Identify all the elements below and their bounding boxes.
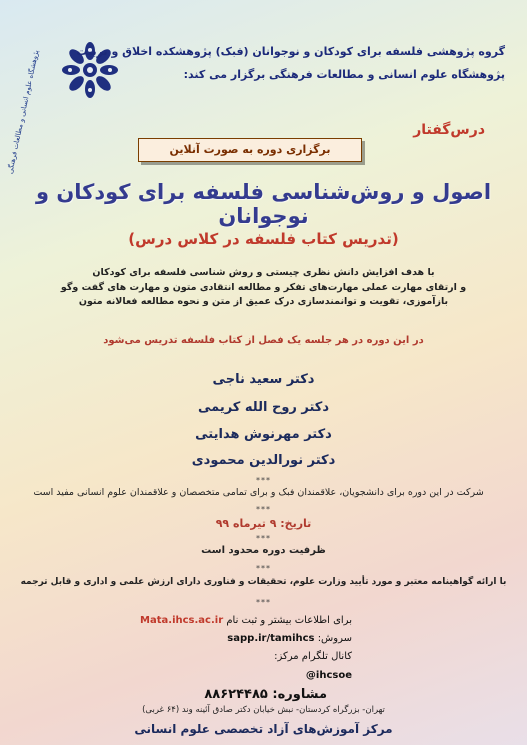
separator: *** [256, 598, 271, 607]
description-line: بازآموزی، تقویت و توانمندسازی درک عمیق از متن و نحوه مطالعه فعالانه متون [78, 296, 449, 307]
footer-center-name: مرکز آموزش‌های آزاد تخصصی علوم انسانی [134, 722, 393, 736]
course-date: تاریخ: ۹ تیرماه ۹۹ [215, 517, 312, 530]
telegram-link[interactable]: @ihcsoe [305, 670, 352, 681]
telegram-label: کانال تلگرام مرکز: [274, 651, 352, 662]
instructor-name: دکتر نورالدین محمودی [191, 453, 336, 468]
separator: *** [256, 476, 271, 485]
page-title: اصول و روش‌شناسی فلسفه برای کودکان و نوجوانان [35, 180, 492, 228]
consult-phone [204, 687, 327, 702]
description [60, 266, 467, 310]
instructor-name: دکتر سعید ناجی [212, 372, 315, 387]
separator: *** [256, 505, 271, 514]
lecture-label: درس‌گفتار [413, 122, 485, 138]
organizer-line-1: گروه پژوهشی فلسفه برای کودکان و نوجوانان (فبک) پژوهشکده اخلاق و تربیت [76, 45, 505, 58]
phone-number[interactable]: ۸۸۶۲۴۴۸۵ [204, 687, 268, 702]
soroush-label: سروش: [317, 633, 352, 644]
subtitle: (تدریس کتاب فلسفه در کلاس درس) [128, 230, 399, 248]
organizer-line-2: پژوهشگاه علوم انسانی و مطالعات فرهنگی برگزار می کند: [183, 68, 505, 81]
register-info [140, 615, 352, 626]
description-line: با هدف افزایش دانش نظری چیستی و روش شناسی فلسفه برای کودکان [92, 267, 435, 278]
soroush-link[interactable]: sapp.ir/tamihcs [227, 633, 315, 644]
certificate-text: با ارائه گواهینامه معتبر و مورد تأیید وزارت علوم، تحقیقات و فناوری دارای ارزش علمی و اداری و قابل ترجمه [20, 577, 507, 587]
telegram-handle [306, 670, 352, 681]
course-note: در این دوره در هر جلسه یک فصل از کتاب فلسفه تدریس می‌شود [103, 335, 424, 346]
soroush-info [227, 633, 352, 644]
address: تهران- بزرگراه کردستان- نبش خیابان دکتر صادق آئینه وند (۶۴ غربی) [142, 705, 385, 715]
instructor-name: دکتر روح الله کریمی [197, 400, 330, 415]
separator: *** [256, 534, 271, 543]
online-badge: برگزاری دوره به صورت آنلاین [138, 138, 362, 162]
register-link[interactable]: Mata.ihcs.ac.ir [140, 615, 224, 626]
description-line: و ارتقای مهارت عملی مهارت‌های تفکر و مطالعه انتقادی متون و مهارت های گفت وگو [60, 281, 467, 293]
audience-text: شرکت در این دوره برای دانشجویان، علاقمندان فبک و برای تمامی متخصصان و علاقمندان علوم انسانی مفید است [33, 487, 484, 498]
logo-caption: پژوهشگاه علوم انسانی و مطالعات فرهنگی [6, 49, 41, 175]
register-label: برای اطلاعات بیشتر و ثبت نام [226, 615, 352, 626]
capacity-notice: ظرفیت دوره محدود است [201, 545, 326, 556]
instructor-name: دکتر مهرنوش هدایتی [195, 427, 332, 442]
phone-label: مشاوره: [272, 687, 327, 702]
telegram-info [274, 651, 352, 662]
separator: *** [256, 564, 271, 573]
